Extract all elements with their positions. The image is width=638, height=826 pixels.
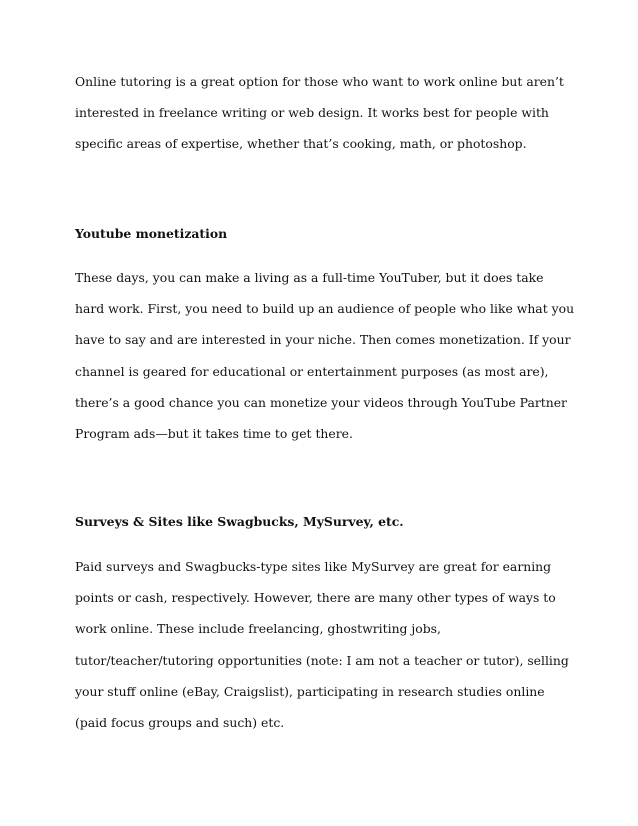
text-line: Online tutoring is a great option for those who want to work online but aren’t [75,74,564,89]
section-heading-surveys: Surveys & Sites like Swagbucks, MySurvey, etc. [75,514,404,529]
text-line: Program ads—but it takes time to get there. [75,425,353,441]
text-line: work online. These include freelancing, ghostwriting jobs, [75,621,441,637]
text-line: your stuff online (eBay, Craigslist), participating in research studies online [75,683,545,699]
section-heading-youtube: Youtube monetization [75,226,228,241]
text-line: These days, you can make a living as a full-time YouTuber, but it does take [75,270,544,285]
text-line: channel is geared for educational or entertainment purposes (as most are), [75,363,549,379]
text-line: tutor/teacher/tutoring opportunities (note: I am not a teacher or tutor), selling [75,652,569,668]
text-line: (paid focus groups and such) etc. [75,714,285,730]
text-line: there’s a good chance you can monetize your videos through YouTube Partner [75,394,567,410]
surveys-paragraph [75,551,575,738]
text-line: have to say and are interested in your niche. Then comes monetization. If your [75,332,571,348]
text-line: Paid surveys and Swagbucks-type sites like MySurvey are great for earning [75,559,552,574]
text-line: specific areas of expertise, whether that’s cooking, math, or photoshop. [75,136,527,152]
text-line: interested in freelance writing or web design. It works best for people with [75,105,549,121]
text-line: points or cash, respectively. However, there are many other types of ways to [75,590,556,606]
youtube-paragraph [75,262,575,449]
text-line: hard work. First, you need to build up an audience of people who like what you [75,301,575,317]
intro-paragraph [75,66,575,160]
